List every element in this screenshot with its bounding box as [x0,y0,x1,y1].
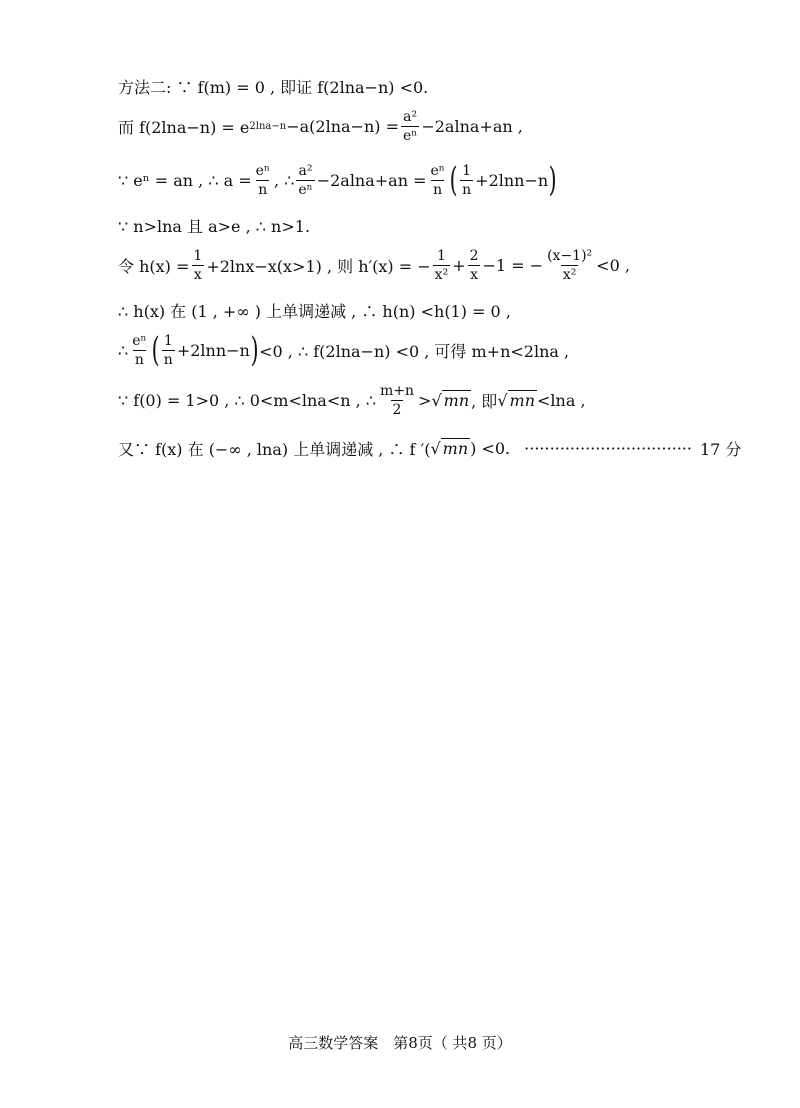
line-2-fraction: $\frac{\text{a²}}{\text{eⁿ}}$ [402,108,418,144]
line-2 [118,106,523,146]
line-8-fraction-1: $\frac{m+n}{2}$ [380,382,415,418]
line-8-lead: ∵ f(0) = 1>0 , ∴ 0<m<lna<n , ∴ [118,390,376,410]
line-8-mid2: , 即 [471,391,498,411]
line-2-exponent: 2lna−n [249,120,287,132]
line-8-sqrt-2: √ mn [497,391,535,410]
line-5-tail: <0 , [596,255,630,275]
line-5-fraction-1: $\frac{1}{x}$ [193,247,203,283]
line-3-fraction-4: $\frac{1}{n}$ [462,162,472,198]
line-4 [118,205,310,245]
line-2-mid: −a(2lna−n) = [286,116,399,136]
line-5-lead: 令 h(x) = [118,256,190,276]
line-2-tail: −2alna+an , [421,116,523,136]
line-9-mid: ) <0. [470,438,511,458]
line-5-fraction-2: $\frac{1}{\text{x²}}$ [434,247,449,283]
score-label: 17 分 [699,439,742,459]
line-3-mid2: −2alna+an = [316,170,427,190]
line-9-lead: 又∵ f(x) 在 (−∞ , lna) 上单调递减 , ∴ f ′( [118,439,431,459]
line-3-fraction-1: $\frac{\text{eⁿ}}{n}$ [255,162,270,198]
line-5-mid3: −1 = − [482,255,544,275]
line-1 [118,66,428,106]
line-3-fraction-3: $\frac{\text{eⁿ}}{n}$ [430,162,445,198]
line-8-mid: > [418,390,432,410]
line-7-fraction-2: $\frac{1}{n}$ [163,332,173,368]
line-8-sqrt-1: √ mn [431,391,470,410]
line-3-mid: , ∴ [273,170,295,190]
line-6-text: ∴ h(x) 在 (1 , +∞ ) 上单调递减 , ∴ h(n) <h(1) = 0 , [118,301,511,321]
line-7-tail: <0 , ∴ f(2lna−n) <0 , 可得 m+n<2lna , [259,341,570,361]
line-7 [118,330,569,370]
left-paren: ( [449,160,458,200]
line-7-fraction-1: $\frac{\text{eⁿ}}{n}$ [132,332,147,368]
line-5-mid2: + [452,255,466,275]
line-2-lead: 而 f(2lna−n) = e [118,117,250,137]
line-6 [118,290,511,330]
line-3 [118,160,557,200]
line-5-fraction-3: $\frac{2}{x}$ [469,247,479,283]
page-footer: 高三数学答案 第8页（ 共8 页） [288,1034,512,1052]
line-9 [118,428,741,468]
line-4-text: ∵ n>lna 且 a>e , ∴ n>1. [118,216,311,236]
line-9-sqrt: √ mn [430,439,469,458]
line-5 [118,245,630,285]
left-paren: ( [151,330,160,370]
line-3-lead: ∵ eⁿ = an , ∴ a = [118,170,252,190]
line-3-tail: +2lnn−n [475,170,549,190]
leader-dots: ································· [524,438,692,458]
line-1-text: 方法二: ∵ f(m) = 0 , 即证 f(2lna−n) <0. [118,77,429,97]
line-3-fraction-2: $\frac{\text{a²}}{\text{eⁿ}}$ [298,162,313,198]
line-8-tail: <lna , [537,390,586,410]
line-7-lead: ∴ [118,340,129,360]
right-paren: ) [250,330,259,370]
line-7-mid: +2lnn−n [176,340,250,360]
right-paren: ) [548,160,557,200]
line-5-fraction-4: $\frac{\text{(x−1)²}}{\text{x²}}$ [547,247,593,283]
line-5-mid: +2lnx−x(x>1) , 则 h′(x) = − [206,256,431,276]
line-8 [118,380,586,420]
